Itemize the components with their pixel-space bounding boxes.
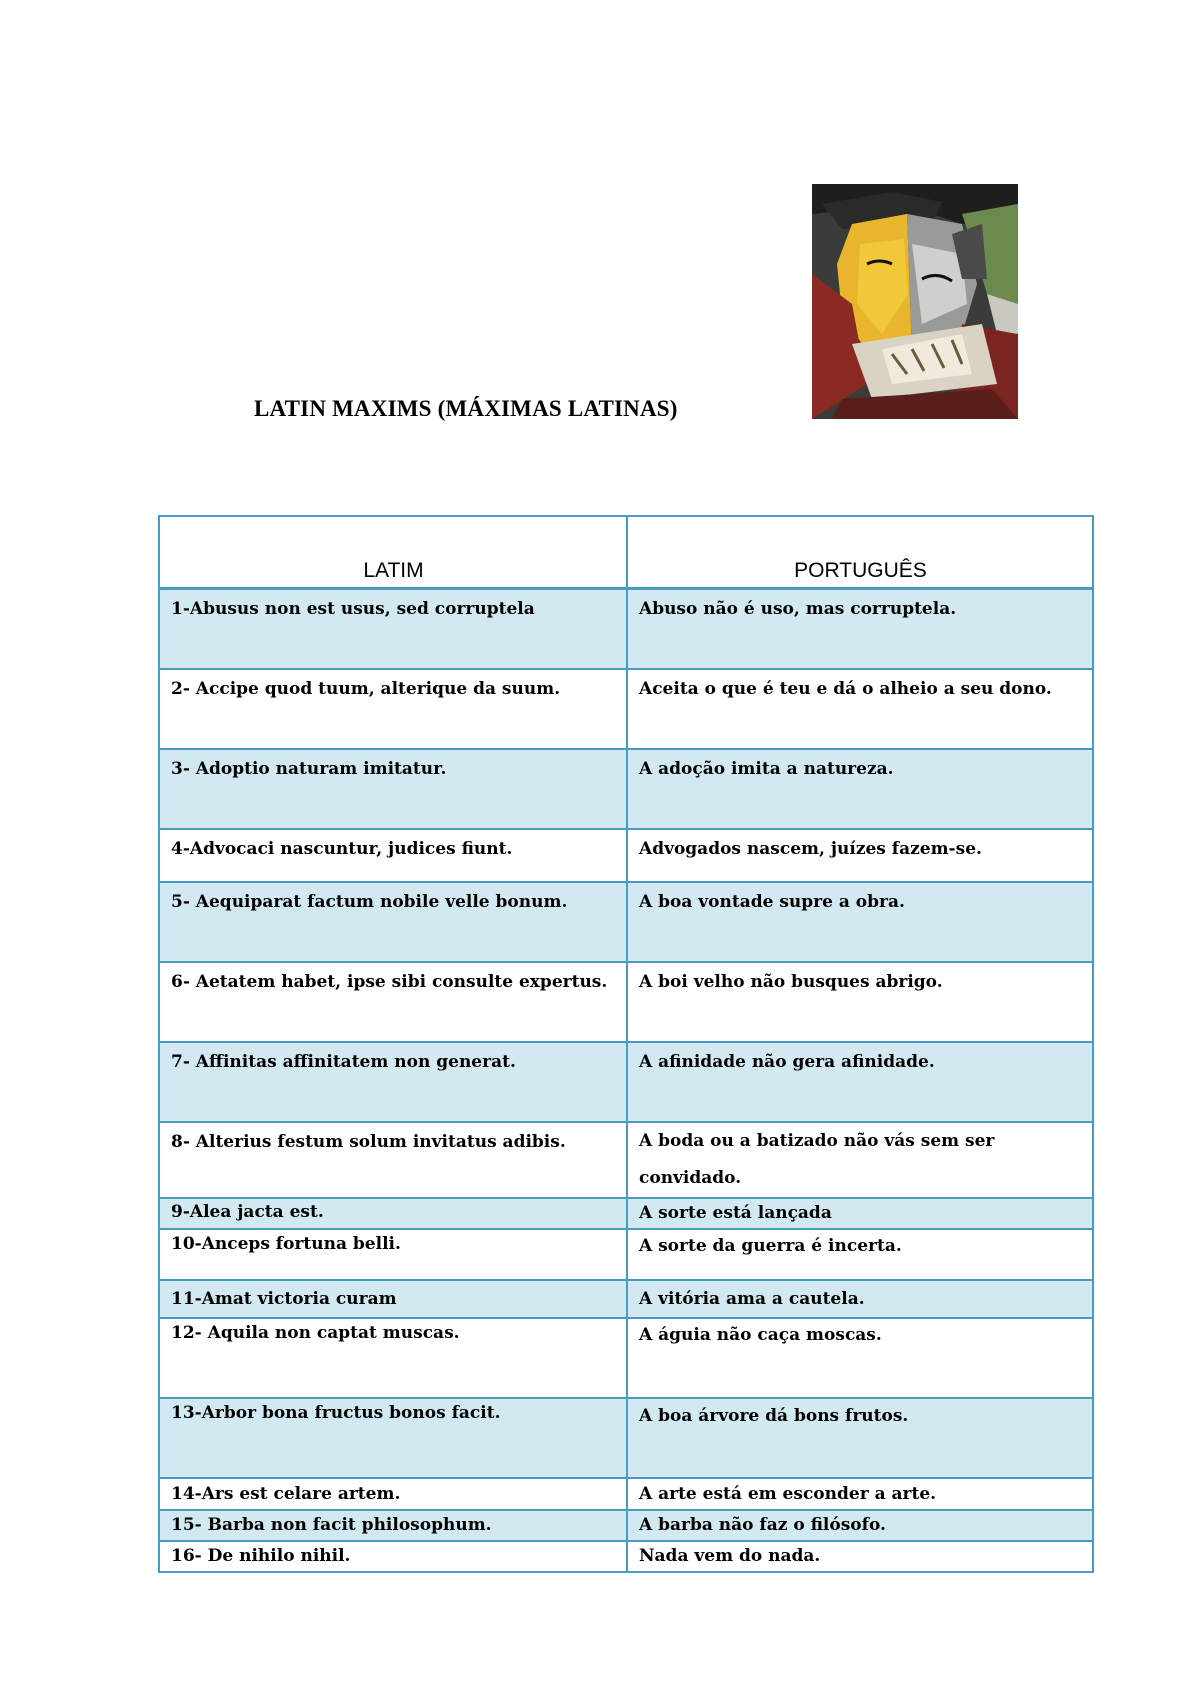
- portuguese-cell: Abuso não é uso, mas corruptela.: [627, 589, 1093, 669]
- portuguese-cell: Aceita o que é teu e dá o alheio a seu dono.: [627, 669, 1093, 749]
- portuguese-cell: A arte está em esconder a arte.: [627, 1478, 1093, 1510]
- table-row: [159, 749, 1093, 829]
- portuguese-cell: A adoção imita a natureza.: [627, 749, 1093, 829]
- portuguese-cell: Nada vem do nada.: [627, 1541, 1093, 1572]
- latin-cell: 14-Ars est celare artem.: [159, 1478, 627, 1510]
- latin-cell: 9-Alea jacta est.: [159, 1198, 627, 1229]
- table-row: [159, 829, 1093, 882]
- latin-cell: 10-Anceps fortuna belli.: [159, 1229, 627, 1280]
- portuguese-cell: A boa árvore dá bons frutos.: [627, 1398, 1093, 1478]
- latin-cell: 11-Amat victoria curam: [159, 1280, 627, 1318]
- latin-cell: 2- Accipe quod tuum, alterique da suum.: [159, 669, 627, 749]
- page-title: LATIN MAXIMS (MÁXIMAS LATINAS): [254, 396, 678, 421]
- table-row: [159, 1042, 1093, 1122]
- portuguese-cell: A barba não faz o filósofo.: [627, 1510, 1093, 1541]
- portuguese-cell: A boda ou a batizado não vás sem ser convidado.: [627, 1122, 1093, 1198]
- latin-cell: 15- Barba non facit philosophum.: [159, 1510, 627, 1541]
- table-row: [159, 1229, 1093, 1280]
- portuguese-cell: A sorte está lançada: [627, 1198, 1093, 1229]
- latin-cell: 13-Arbor bona fructus bonos facit.: [159, 1398, 627, 1478]
- latin-cell: 7- Affinitas affinitatem non generat.: [159, 1042, 627, 1122]
- table-header-row: [159, 516, 1093, 589]
- table-row: [159, 1510, 1093, 1541]
- portuguese-cell: A águia não caça moscas.: [627, 1318, 1093, 1398]
- latin-cell: 16- De nihilo nihil.: [159, 1541, 627, 1572]
- latin-cell: 3- Adoptio naturam imitatur.: [159, 749, 627, 829]
- header-latin: LATIM: [159, 516, 627, 589]
- table-row: [159, 1280, 1093, 1318]
- portuguese-cell: A boi velho não busques abrigo.: [627, 962, 1093, 1042]
- portuguese-cell: A afinidade não gera afinidade.: [627, 1042, 1093, 1122]
- table-row: [159, 1478, 1093, 1510]
- latin-cell: 6- Aetatem habet, ipse sibi consulte expertus.: [159, 962, 627, 1042]
- table-row: [159, 1398, 1093, 1478]
- table-row: [159, 1122, 1093, 1198]
- maxims-table: [158, 515, 1094, 1573]
- table-row: [159, 1198, 1093, 1229]
- table-row: [159, 1541, 1093, 1572]
- portuguese-cell: A vitória ama a cautela.: [627, 1280, 1093, 1318]
- latin-cell: 5- Aequiparat factum nobile velle bonum.: [159, 882, 627, 962]
- latin-cell: 4-Advocaci nascuntur, judices fiunt.: [159, 829, 627, 882]
- table-row: [159, 669, 1093, 749]
- portuguese-cell: Advogados nascem, juízes fazem-se.: [627, 829, 1093, 882]
- latin-cell: 8- Alterius festum solum invitatus adibis.: [159, 1122, 627, 1198]
- table-row: [159, 589, 1093, 669]
- table-row: [159, 1318, 1093, 1398]
- table-row: [159, 882, 1093, 962]
- latin-cell: 12- Aquila non captat muscas.: [159, 1318, 627, 1398]
- header-portuguese: PORTUGUÊS: [627, 516, 1093, 589]
- portuguese-cell: A boa vontade supre a obra.: [627, 882, 1093, 962]
- table-row: [159, 962, 1093, 1042]
- portuguese-cell: A sorte da guerra é incerta.: [627, 1229, 1093, 1280]
- cubist-portrait-icon: [812, 184, 1018, 419]
- latin-cell: 1-Abusus non est usus, sed corruptela: [159, 589, 627, 669]
